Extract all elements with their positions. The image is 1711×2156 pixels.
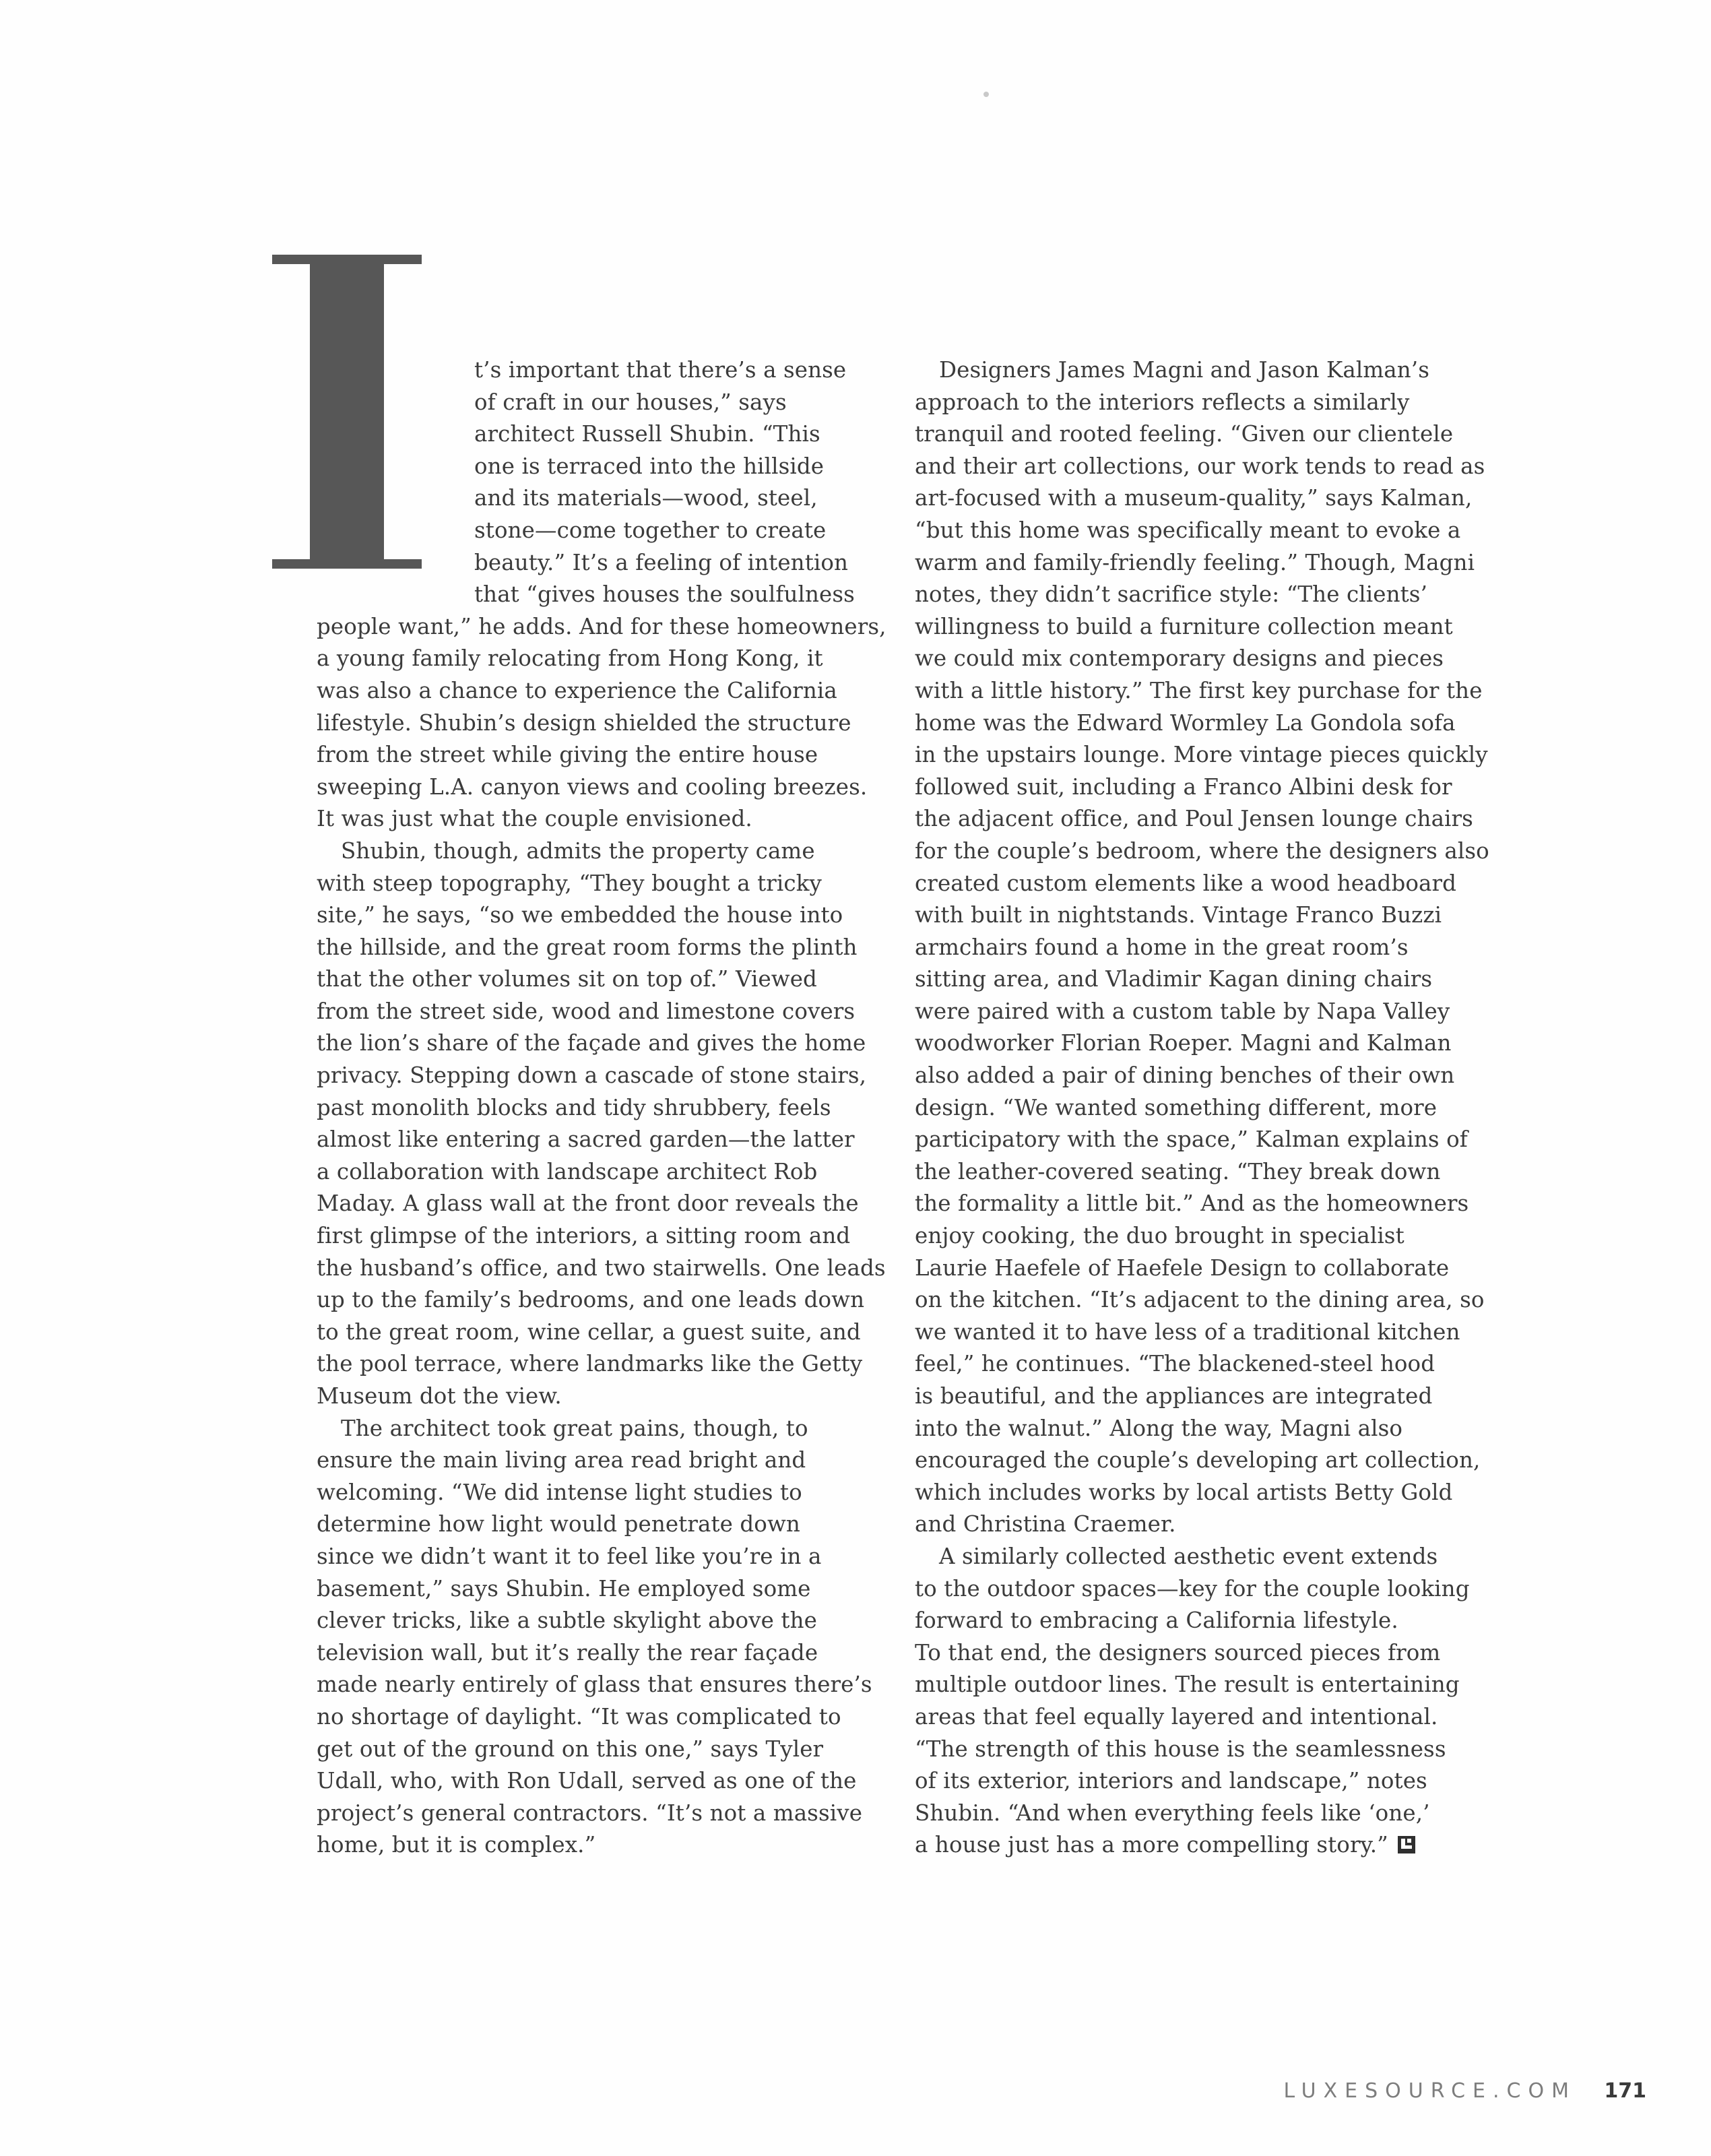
- text-line: lifestyle. Shubin’s design shielded the structure: [317, 709, 851, 736]
- text-line: a collaboration with landscape architect Rob: [317, 1158, 818, 1184]
- text-line: and Christina Craemer.: [915, 1511, 1176, 1537]
- text-line: the formality a little bit.” And as the homeowners: [915, 1191, 1469, 1217]
- text-line: followed suit, including a Franco Albini desk for: [915, 773, 1452, 800]
- text-line: we wanted it to have less of a traditional kitchen: [915, 1319, 1460, 1345]
- text-line: ensure the main living area read bright and: [317, 1447, 806, 1473]
- text-line: woodworker Florian Roeper. Magni and Kalman: [915, 1030, 1452, 1056]
- text-line: of its exterior, interiors and landscape,” notes: [915, 1768, 1427, 1794]
- text-line: approach to the interiors reflects a similarly: [915, 389, 1410, 415]
- text-line: from the street side, wood and limestone covers: [317, 998, 856, 1024]
- text-line: was also a chance to experience the California: [317, 677, 837, 703]
- text-line: sitting area, and Vladimir Kagan dining chairs: [915, 966, 1433, 992]
- text-line: television wall, but it’s really the rear façade: [317, 1639, 818, 1666]
- text-line: areas that feel equally layered and intentional.: [915, 1703, 1438, 1730]
- text-line: that the other volumes sit on top of.” Viewed: [317, 966, 817, 992]
- text-line: a young family relocating from Hong Kong, it: [317, 645, 823, 672]
- text-line: in the upstairs lounge. More vintage pieces quickly: [915, 742, 1488, 768]
- text-line: Shubin. “And when everything feels like ‘one,’: [915, 1800, 1430, 1826]
- text-line: which includes works by local artists Betty Gold: [915, 1479, 1453, 1505]
- text-line: with steep topography, “They bought a tricky: [317, 870, 822, 896]
- text-line: one is terraced into the hillside: [474, 453, 825, 479]
- text-line: were paired with a custom table by Napa Valley: [915, 998, 1450, 1024]
- text-line: almost like entering a sacred garden—the latter: [317, 1127, 855, 1153]
- text-line: t’s important that there’s a sense: [474, 357, 847, 383]
- text-line: To that end, the designers sourced pieces from: [915, 1639, 1441, 1666]
- text-line: of craft in our houses,” says: [474, 389, 787, 415]
- text-line: created custom elements like a wood headboard: [915, 870, 1457, 896]
- text-line: beauty.” It’s a feeling of intention: [474, 549, 849, 575]
- text-line: home was the Edward Wormley La Gondola sofa: [915, 709, 1456, 736]
- text-line: multiple outdoor lines. The result is entertaining: [915, 1672, 1460, 1698]
- text-line: to the great room, wine cellar, a guest suite, and: [317, 1319, 861, 1345]
- text-line: feel,” he continues. “The blackened-steel hood: [915, 1351, 1435, 1377]
- text-line: the pool terrace, where landmarks like the Getty: [317, 1351, 863, 1377]
- text-line: privacy. Stepping down a cascade of stone stairs,: [317, 1063, 867, 1089]
- page-number: 171: [1604, 2079, 1646, 2103]
- text-line: get out of the ground on this one,” says Tyler: [317, 1736, 824, 1762]
- text-line: past monolith blocks and tidy shrubbery, feels: [317, 1094, 831, 1120]
- text-line: no shortage of daylight. “It was complicated to: [317, 1703, 841, 1730]
- text-line: made nearly entirely of glass that ensures there’s: [317, 1672, 872, 1698]
- text-line: stone—come together to create: [474, 517, 827, 543]
- text-line: Shubin, though, admits the property came: [341, 837, 815, 864]
- text-line: welcoming. “We did intense light studies to: [317, 1479, 802, 1505]
- text-line: architect Russell Shubin. “This: [474, 421, 820, 447]
- text-line: art-focused with a museum-quality,” says Kalman,: [915, 485, 1473, 511]
- text-line: Maday. A glass wall at the front door reveals the: [317, 1191, 859, 1217]
- text-line: forward to embracing a California lifestyle.: [915, 1608, 1398, 1634]
- right-column: [915, 354, 1489, 1862]
- text-line: and their art collections, our work tends to read as: [915, 453, 1485, 479]
- text-line: design. “We wanted something different, more: [915, 1094, 1438, 1120]
- text-line: notes, they didn’t sacrifice style: “The clients’: [915, 581, 1428, 608]
- text-line: into the walnut.” Along the way, Magni also: [915, 1415, 1403, 1441]
- text-line: on the kitchen. “It’s adjacent to the dining area, so: [915, 1287, 1485, 1313]
- text-line: the hillside, and the great room forms the plinth: [317, 934, 858, 960]
- footer-site: LUXESOURCE.COM: [1283, 2079, 1576, 2103]
- text-line: and its materials—wood, steel,: [474, 485, 818, 511]
- text-line: also added a pair of dining benches of their own: [915, 1063, 1455, 1089]
- text-line: Udall, who, with Ron Udall, served as one of the: [317, 1768, 857, 1794]
- text-line: that “gives houses the soulfulness: [474, 581, 855, 608]
- text-line: Laurie Haefele of Haefele Design to collaborate: [915, 1255, 1450, 1281]
- text-line: to the outdoor spaces—key for the couple looking: [915, 1575, 1470, 1602]
- left-column: [317, 354, 886, 1862]
- text-line: with built in nightstands. Vintage Franco Buzzi: [915, 902, 1442, 928]
- text-line: willingness to build a furniture collection meant: [915, 613, 1453, 639]
- text-line: warm and family-friendly feeling.” Though, Magni: [915, 549, 1475, 575]
- text-line: The architect took great pains, though, to: [341, 1415, 808, 1441]
- text-line: Designers James Magni and Jason Kalman’s: [939, 357, 1429, 383]
- text-line: tranquil and rooted feeling. “Given our clientele: [915, 421, 1454, 447]
- text-line: enjoy cooking, the duo brought in specialist: [915, 1223, 1405, 1249]
- text-line: we could mix contemporary designs and pieces: [915, 645, 1444, 672]
- text-line: first glimpse of the interiors, a sitting room and: [317, 1223, 851, 1249]
- page-footer: [1280, 2079, 1657, 2106]
- text-line: a house just has a more compelling story.”: [915, 1829, 1489, 1862]
- text-line: up to the family’s bedrooms, and one leads down: [317, 1287, 865, 1313]
- text-line: “but this home was specifically meant to evoke a: [915, 517, 1461, 543]
- text-line: the husband’s office, and two stairwells. One leads: [317, 1255, 886, 1281]
- text-line: “The strength of this house is the seamlessness: [915, 1736, 1446, 1762]
- text-line: participatory with the space,” Kalman explains of: [915, 1127, 1468, 1153]
- text-line: for the couple’s bedroom, where the designers also: [915, 837, 1489, 864]
- scan-speck: [983, 92, 989, 97]
- text-line: project’s general contractors. “It’s not a massive: [317, 1800, 863, 1826]
- text-line: sweeping L.A. canyon views and cooling breezes.: [317, 773, 868, 800]
- text-line: home, but it is complex.”: [317, 1832, 596, 1858]
- text-line: encouraged the couple’s developing art collection,: [915, 1447, 1481, 1473]
- text-line: basement,” says Shubin. He employed some: [317, 1575, 811, 1602]
- text-line: determine how light would penetrate down: [317, 1511, 800, 1537]
- text-line: is beautiful, and the appliances are integrated: [915, 1383, 1433, 1409]
- text-line: people want,” he adds. And for these homeowners,: [317, 613, 886, 639]
- text-line: from the street while giving the entire house: [317, 742, 818, 768]
- text-line: It was just what the couple envisioned.: [317, 806, 752, 832]
- text-line: A similarly collected aesthetic event extends: [939, 1543, 1438, 1569]
- text-line: the lion’s share of the façade and gives the home: [317, 1030, 866, 1056]
- text-line: since we didn’t want it to feel like you’re in a: [317, 1543, 822, 1569]
- text-line: with a little history.” The first key purchase for the: [915, 677, 1483, 703]
- text-line: clever tricks, like a subtle skylight above the: [317, 1608, 817, 1634]
- text-line: the adjacent office, and Poul Jensen lounge chairs: [915, 806, 1473, 832]
- text-line: Museum dot the view.: [317, 1383, 562, 1409]
- luxe-logo-end-mark-icon: [1398, 1836, 1415, 1853]
- text-line: site,” he says, “so we embedded the house into: [317, 902, 843, 928]
- text-line: the leather-covered seating. “They break down: [915, 1158, 1441, 1184]
- text-line: armchairs found a home in the great room’s: [915, 934, 1409, 960]
